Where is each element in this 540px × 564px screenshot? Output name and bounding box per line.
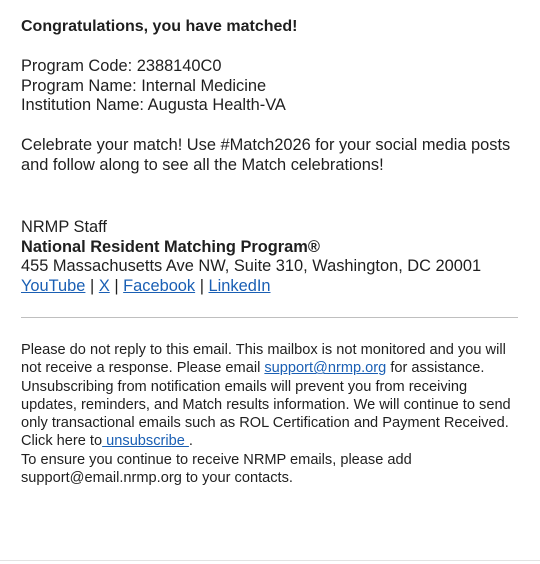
- unsubscribe-notice: [21, 378, 521, 451]
- youtube-link[interactable]: YouTube: [21, 276, 86, 295]
- program-code-line: [21, 57, 286, 77]
- signature-staff: NRMP Staff: [21, 218, 107, 236]
- bottom-divider: [0, 560, 540, 561]
- signature-address: 455 Massachusetts Ave NW, Suite 310, Washington, DC 20001: [21, 257, 482, 275]
- program-name-value: Internal Medicine: [141, 76, 267, 95]
- program-name-label: Program Name:: [21, 76, 137, 95]
- x-link[interactable]: X: [98, 276, 110, 295]
- social-links: [21, 277, 481, 297]
- program-code-value: 2388140C0: [136, 57, 222, 75]
- no-reply-notice: [21, 341, 521, 378]
- celebrate-message: Celebrate your match! Use #Match2026 for your social media posts and follow along to see all the Match celebrations!: [21, 136, 511, 174]
- program-name-line: [21, 77, 286, 97]
- link-separator: |: [114, 276, 119, 295]
- facebook-link[interactable]: Facebook: [123, 276, 196, 295]
- support-email-link[interactable]: support@nrmp.org: [264, 360, 387, 377]
- program-details: [21, 57, 286, 116]
- no-reply-suffix: for assistance.: [390, 360, 485, 377]
- contacts-notice: To ensure you continue to receive NRMP emails, please add support@email.nrmp.org to your contacts.: [21, 451, 412, 487]
- institution-name-value: Augusta Health-VA: [147, 96, 286, 114]
- institution-name-line: [21, 96, 286, 116]
- institution-name-label: Institution Name:: [21, 96, 144, 114]
- unsubscribe-link[interactable]: unsubscribe: [102, 433, 189, 450]
- email-footer: [21, 341, 521, 487]
- signature-block: [21, 218, 481, 296]
- unsubscribe-text: Unsubscribing from notification emails will prevent you from receiving updates, reminders, and Match results information. We will continue to send only transactional emails such as ROL Certification and Payment Received. Click here to: [21, 378, 511, 450]
- email-headline: Congratulations, you have matched!: [21, 18, 298, 35]
- link-separator: |: [199, 276, 204, 295]
- signature-org-name: National Resident Matching Program®: [21, 237, 320, 256]
- no-reply-text: Please do not reply to this email. This mailbox is not monitored and you will not receive a response. Please email: [21, 342, 506, 377]
- section-divider: [21, 317, 518, 318]
- link-separator: |: [89, 276, 95, 295]
- linkedin-link[interactable]: LinkedIn: [208, 276, 271, 295]
- unsubscribe-suffix: .: [188, 433, 193, 450]
- program-code-label: Program Code:: [21, 57, 133, 75]
